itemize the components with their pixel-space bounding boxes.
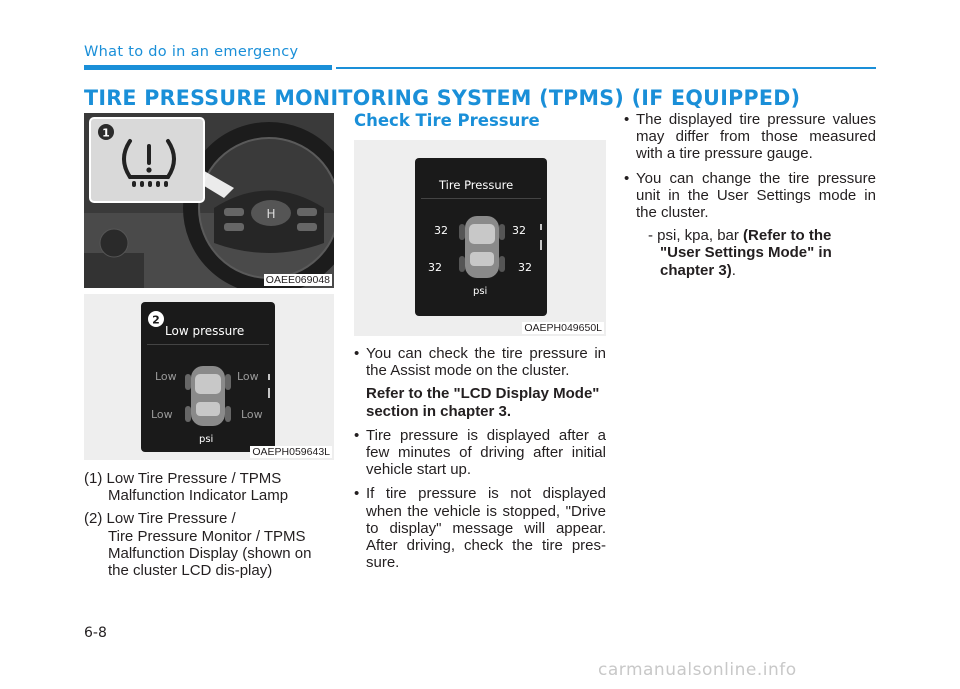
tire-label-fr: Low (237, 370, 259, 383)
reference-note: Refer to the "LCD Display Mode" section in chapter 3. (366, 385, 600, 420)
tire-value-fl: 32 (434, 224, 448, 237)
tire-pressure-figure (354, 140, 606, 336)
figure-code: OAEPH049650L (524, 322, 602, 334)
list-item: • The displayed tire pressure values may differ from those measured with a tire pressure gauge. (624, 111, 876, 163)
tire-label-rl: Low (151, 408, 173, 421)
unit-label: psi (199, 434, 214, 445)
section-header: What to do in an emergency (84, 44, 299, 60)
tire-value-rl: 32 (428, 261, 442, 274)
page-title: TIRE PRESSURE MONITORING SYSTEM (TPMS) (IF EQUIPPED) (84, 86, 801, 110)
reference-note: (Refer to the "User Settings Mode" in chapter 3) (660, 227, 832, 279)
svg-text:H: H (266, 207, 276, 221)
cluster-display (141, 302, 275, 452)
figure-code: OAEPH059643L (252, 446, 330, 458)
list-item: (2) Low Tire Pressure / Tire Pressure Monitor / TPMS Malfunction Display (shown on the cluster LCD dis-play) (84, 510, 312, 580)
right-column (624, 111, 876, 286)
list-item: • You can check the tire pressure in the Assist mode on the cluster. Refer to the "LCD Display Mode" section in chapter 3. (354, 345, 606, 420)
page-number: 6-8 (84, 625, 107, 641)
tire-value-rr: 32 (518, 261, 532, 274)
steering-wheel-illustration (84, 113, 334, 288)
marker-2-icon (145, 308, 167, 330)
car-top-view-icon (415, 198, 547, 316)
unit-label: psi (473, 286, 488, 297)
middle-column (354, 345, 606, 578)
display-title: Tire Pressure (439, 178, 514, 192)
header-rule (336, 67, 876, 69)
list-item: (1) Low Tire Pressure / TPMS Malfunction Indicator Lamp (84, 470, 289, 505)
tire-value-fr: 32 (512, 224, 526, 237)
watermark: carmanualsonline.info (598, 660, 797, 680)
section-heading: Check Tire Pressure (354, 111, 540, 130)
unit-options: - psi, kpa, bar (Refer to the "User Settings Mode" in chapter 3). (648, 227, 832, 279)
list-item: • If tire pressure is not displayed when the vehicle is stopped, "Drive to display" message will appear. After driving, check the tire pres-sure. (354, 485, 606, 571)
svg-text:1: 1 (102, 126, 110, 140)
cluster-display (415, 158, 547, 316)
low-pressure-figure (84, 294, 334, 460)
list-item: • Tire pressure is displayed after a few minutes of driving after initial vehicle start up. (354, 427, 606, 479)
figure-code: OAEE069048 (265, 274, 330, 286)
display-title: Low pressure (165, 324, 245, 338)
tire-label-rr: Low (241, 408, 263, 421)
list-item: • You can change the tire pressure unit in the User Settings mode in the cluster. - psi, kpa, bar (Refer to the "User Settings Mode" in chapter 3). (624, 170, 876, 279)
dashboard-figure (84, 113, 334, 288)
left-column (84, 470, 334, 585)
tire-label-fl: Low (155, 370, 177, 383)
svg-text:2: 2 (152, 313, 160, 327)
header-bar (84, 65, 332, 70)
